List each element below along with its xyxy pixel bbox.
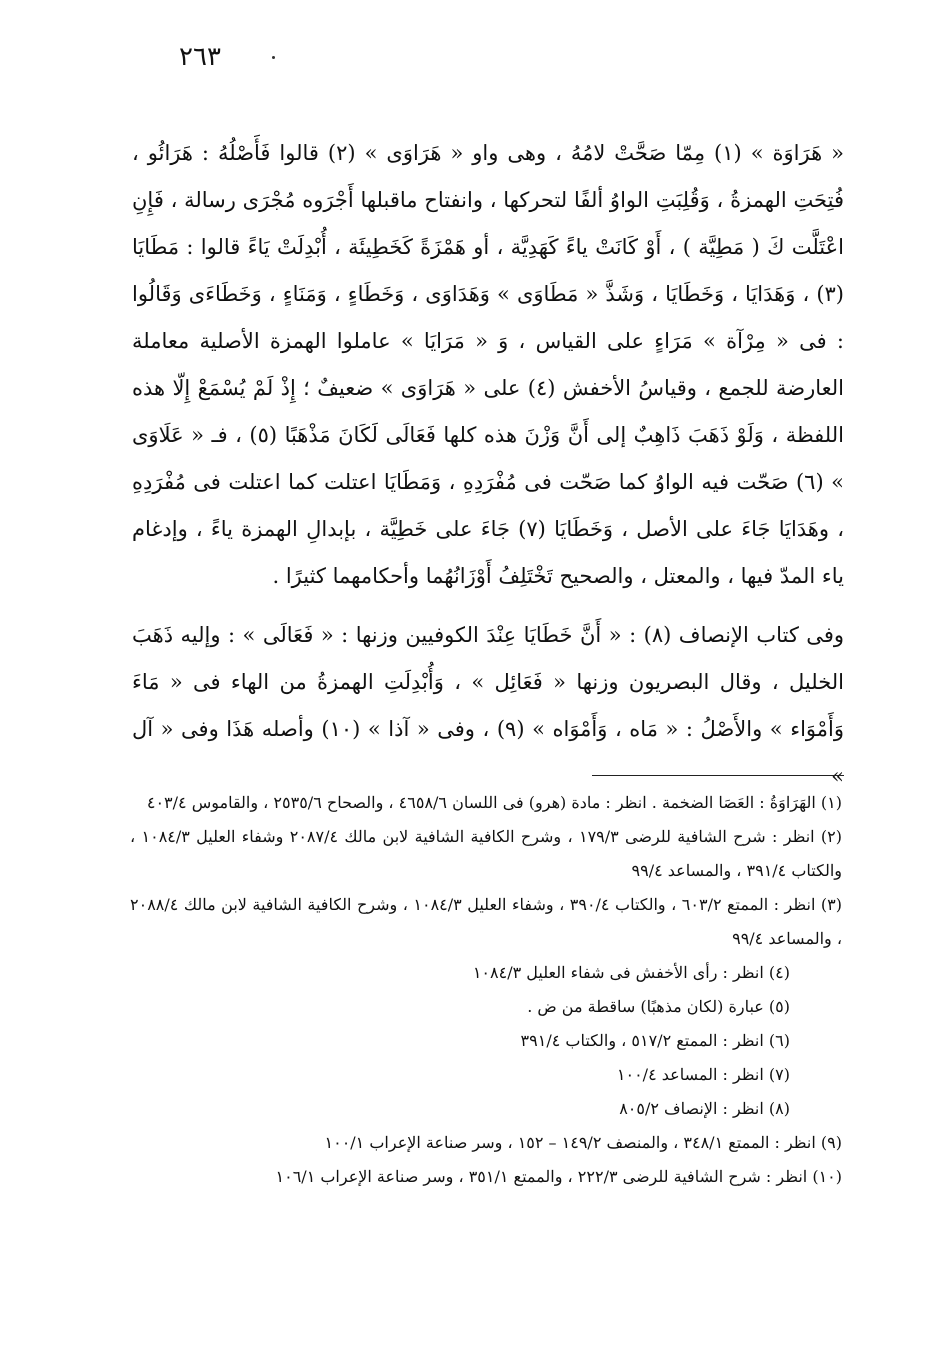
- footnote-10: (١٠) انظر : شرح الشافية للرضى ٢٢٢/٣ ، والممتع ٣٥١/١ ، وسر صناعة الإعراب ١٠٦/١: [275, 1167, 842, 1186]
- paragraph-2: وفى كتاب الإنصاف (٨) : « أَنَّ خَطَايَا عِنْدَ الكوفيين وزنها : « فَعَالَى » : وإليه ذَهَبَ الخليل ، وقال البصريون وزنها « فَعَائِل » ، وَأُبْدِلَتِ الهمزةُ من الهاء فى « مَاءَ وَأَمْوَاء » والأَصْلُ : « مَاه ، وَأَمْوَاه » (٩) ، وفى « آذا » (١٠) وأصله هَذَا وفى « آل »: [132, 623, 844, 788]
- paragraph-1: « هَرَاوَة » (١) مِمّا صَحَّتْ لامُهُ ، وهى واو « هَرَاوَى » (٢) قالوا فَأَصْلُهُ : هَرَائُو ، فُتِحَتِ الهمزةُ ، وَقُلِبَتِ الواوُ ألفًا لتحركها ، وانفتاح ماقبلها أَجْرَوه مُجْرَى رسالة ، فَإِنِ اعْتَلَّت كَ ( مَطِيَّة ) ، أَوْ كَانَتْ ياءً كَهَدِيَّة ، أو هَمْزَةً كَخَطِيئَة ، أُبْدِلَتْ يَاءً قالوا : مَطَايَا (٣) ، وَهَدَايَا ، وَخَطَايَا ، وَشَذَّ « مَطَاوَى » وَهَدَاوَى ، وَخَطَاءٍ ، وَمَنَاءٍ ، وَخَطَاءَى وَقَالُوا : فى « مِرْآة » مَرَاءٍ على القياس ، وَ « مَرَايَا » عاملوا الهمزة الأصلية معاملة العارضة للجمع ، وقياسُ الأخفش (٤) على « هَرَاوَى » ضعيفٌ ؛ إِذْ لَمْ يُسْمَعْ إِلّا هذه اللفظة ، وَلَوْ ذَهَبَ ذَاهِبٌ إلى أَنَّ وَزْنَ هذه كلها فَعَالَى لَكَانَ مَذْهَبًا (٥) ، فـ « عَلَاوَى » (٦) صَحّت فيه الواوُ كما صَحّت فى مُفْرَدِهِ ، وَمَطَايَا اعتلت كما اعتلت فى مُفْرَدِهِ ، وهَدَايَا جَاءَ على الأصل ، وَخَطَايَا (٧) جَاءَ على خَطِيَّة ، بإبدالِ الهمزة ياءً ، وإدغام ياء المدّ فيها ، والمعتل ، والصحيح تَخْتَلِفُ أَوْزَانُهُما وأحكامهما كثيرًا .: [132, 141, 845, 588]
- footnote-4: (٤) انظر : رأى الأخفش فى شفاء العليل ١٠٨٤/٣: [472, 963, 790, 982]
- footnote-1: (١) الهَرَاوَةُ : العَصَا الضخمة . انظر : مادة (هرو) فى اللسان ٤٦٥٨/٦ ، والصحاح ٢٥٣٥/٦ ، والقاموس ٤٠٣/٤: [146, 793, 842, 812]
- footnote-8: (٨) انظر : الإنصاف ٨٠٥/٢: [619, 1099, 790, 1118]
- footnote-2: (٢) انظر : شرح الشافية للرضى ١٧٩/٣ ، وشرح الكافية الشافية لابن مالك ٢٠٨٧/٤ وشفاء العليل ١٠٨٤/٣ ، والكتاب ٣٩١/٤ ، والمساعد ٩٩/٤: [130, 827, 842, 880]
- footnote-6: (٦) انظر : الممتع ٥١٧/٢ ، والكتاب ٣٩١/٤: [520, 1031, 790, 1050]
- footnote-9: (٩) انظر : الممتع ٣٤٨/١ ، والمنصف ١٤٩/٢ – ١٥٢ ، وسر صناعة الإعراب ١٠٠/١: [324, 1133, 842, 1152]
- footnote-5: (٥) عبارة (لكان مذهبًا) ساقطة من ض .: [527, 997, 790, 1016]
- footnote-7: (٧) انظر : المساعد ١٠٠/٤: [616, 1065, 790, 1084]
- footnotes: [130, 786, 842, 1194]
- page-number: ٢٦٣: [179, 42, 221, 72]
- footnote-separator: [592, 775, 844, 776]
- ink-dot: [272, 56, 275, 59]
- footnote-3: (٣) انظر : الممتع ٦٠٣/٢ ، والكتاب ٣٩٠/٤ ، وشفاء العليل ١٠٨٤/٣ ، وشرح الكافية الشافية لابن مالك ٢٠٨٨/٤ ، والمساعد ٩٩/٤: [130, 895, 842, 948]
- main-text: [132, 130, 844, 800]
